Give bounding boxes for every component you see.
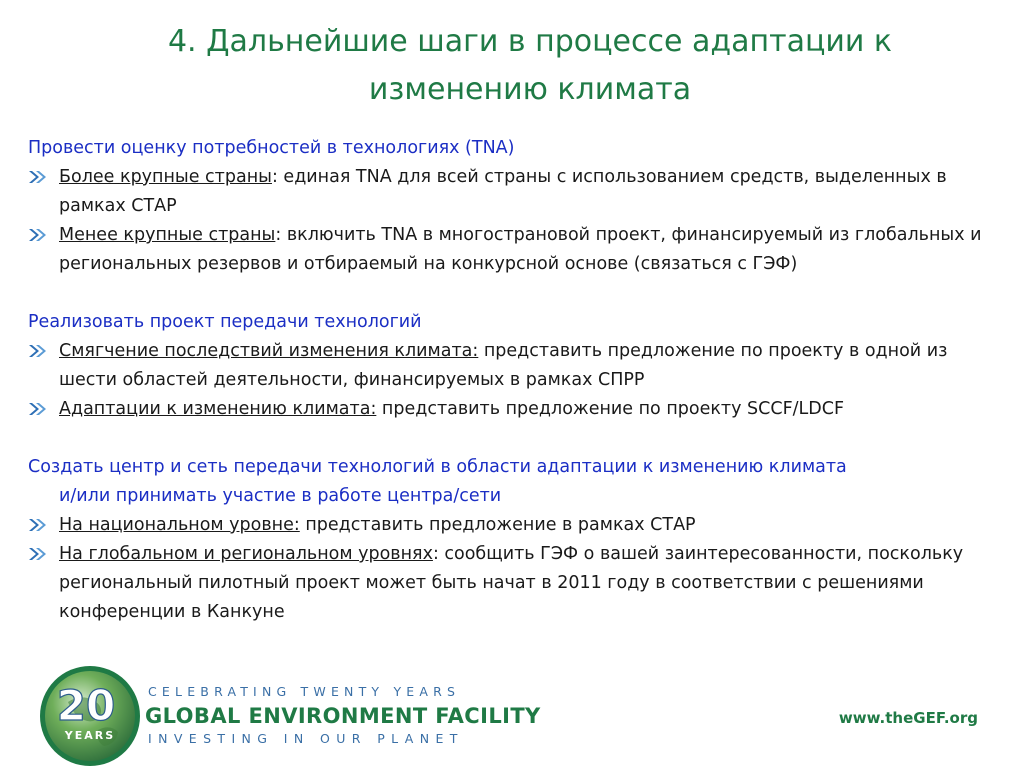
section-heading-line: Создать центр и сеть передачи технологий в области адаптации к изменению климата	[28, 457, 847, 477]
website-url[interactable]: www.theGEF.org	[838, 709, 978, 727]
bullet-item	[28, 221, 988, 279]
double-chevron-right-icon	[28, 402, 48, 416]
bullet-item	[28, 540, 988, 627]
slide-title	[80, 18, 980, 114]
bullet-label: На глобальном и региональном уровнях	[59, 544, 433, 564]
logo-number: 20	[56, 681, 116, 730]
bullet-text: представить предложение в рамках СТАР	[299, 515, 696, 535]
double-chevron-right-icon	[28, 344, 48, 358]
bullet-text: представить предложение по проекту в одной из шести областей деятельности, финансируемых в рамках СПРР	[59, 341, 948, 390]
bullet-label: Менее крупные страны	[59, 225, 276, 245]
section-heading-continuation: и/или принимать участие в работе центра/сети	[59, 486, 502, 506]
bullet-item	[28, 395, 988, 424]
organization-name: GLOBAL ENVIRONMENT FACILITY	[145, 704, 541, 728]
bullet-label: На национальном уровне:	[59, 515, 300, 535]
double-chevron-right-icon	[28, 547, 48, 561]
double-chevron-right-icon	[28, 228, 48, 242]
bullet-text: : включить TNA в многострановой проект, финансируемый из глобальных и региональных резервов и отбираемый на конкурсной основе (связаться с ГЭФ)	[59, 225, 982, 274]
double-chevron-right-icon	[28, 518, 48, 532]
tagline-top: CELEBRATING TWENTY YEARS	[148, 684, 461, 699]
bullet-item	[28, 163, 988, 221]
bullet-item	[28, 511, 988, 540]
spacer	[28, 279, 988, 308]
section-heading: Реализовать проект передачи технологий	[28, 312, 422, 332]
bullet-item	[28, 337, 988, 395]
bullet-text: : единая TNA для всей страны с использованием средств, выделенных в рамках СТАР	[59, 167, 947, 216]
section-heading: Провести оценку потребностей в технологиях (TNA)	[28, 138, 515, 158]
bullet-label: Более крупные страны	[59, 167, 272, 187]
footer-branding	[0, 652, 1024, 768]
bullet-text: представить предложение по проекту SCCF/LDCF	[376, 399, 845, 419]
bullet-text: : сообщить ГЭФ о вашей заинтересованности, поскольку региональный пилотный проект может быть начат в 2011 году в соответствии с решениями конференции в Канкуне	[59, 544, 964, 622]
spacer	[28, 424, 988, 453]
title-line-1: 4. Дальнейшие шаги в процессе адаптации к	[167, 24, 893, 59]
logo-years: YEARS	[64, 729, 116, 742]
double-chevron-right-icon	[28, 170, 48, 184]
title-line-2: изменению климата	[368, 72, 692, 107]
tagline-bottom: INVESTING IN OUR PLANET	[148, 731, 464, 746]
bullet-label: Адаптации к изменению климата:	[59, 399, 377, 419]
slide-content	[28, 134, 988, 650]
bullet-label: Смягчение последствий изменения климата:	[59, 341, 479, 361]
globe-icon	[38, 664, 142, 768]
section-heading	[28, 453, 988, 511]
